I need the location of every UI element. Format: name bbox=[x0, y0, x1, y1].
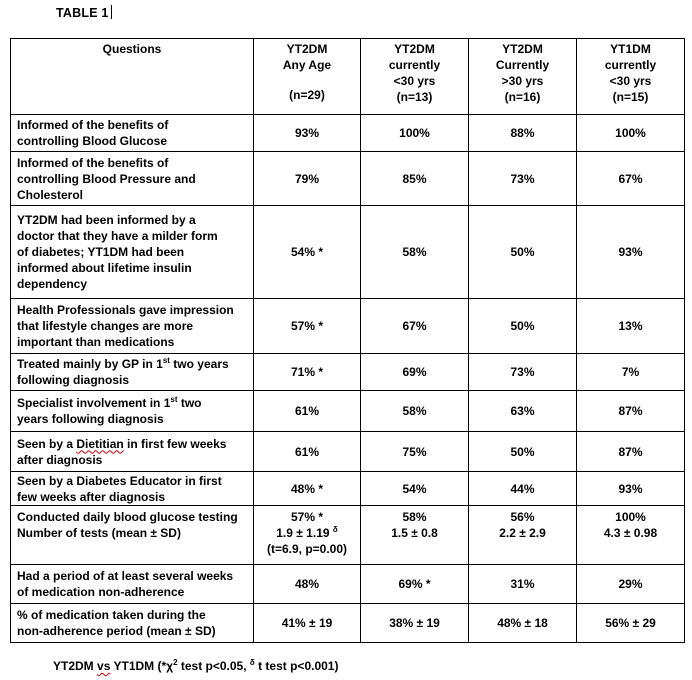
table-row bbox=[11, 472, 685, 506]
question-cell: Informed of the benefits of controlling Blood Glucose bbox=[11, 115, 254, 152]
value-cell: 93% bbox=[577, 206, 685, 299]
question-cell: Seen by a Dietitian in first few weeks after diagnosis bbox=[11, 432, 254, 472]
value-cell: 100% bbox=[577, 115, 685, 152]
value-cell: 54% bbox=[361, 472, 469, 506]
value-cell: 29% bbox=[577, 565, 685, 604]
value-cell: 57% * bbox=[254, 299, 361, 354]
value-cell: 87% bbox=[577, 432, 685, 472]
value-cell: 56% ± 29 bbox=[577, 604, 685, 643]
value-cell: 57% * 1.9 ± 1.19 $^\delta$ (t=6.9, p=0.00) bbox=[254, 506, 361, 565]
question-cell: Seen by a Diabetes Educator in first few weeks after diagnosis bbox=[11, 472, 254, 506]
table-title: TABLE 1 bbox=[56, 5, 112, 20]
value-cell: 88% bbox=[469, 115, 577, 152]
table-footnote: YT2DM vs YT1DM ($*\chi^2$ test p<0.05, $^\delta$ t test p<0.001) bbox=[53, 658, 339, 673]
value-cell: 7% bbox=[577, 354, 685, 391]
table-row bbox=[11, 115, 685, 152]
value-cell: 50% bbox=[469, 206, 577, 299]
header-col-yt2dm-over-30: YT2DM Currently >30 yrs (n=16) bbox=[469, 39, 577, 115]
value-cell: 38% ± 19 bbox=[361, 604, 469, 643]
value-cell: 54% * bbox=[254, 206, 361, 299]
value-cell: 87% bbox=[577, 391, 685, 432]
value-cell: 48% ± 18 bbox=[469, 604, 577, 643]
header-row bbox=[11, 39, 685, 115]
value-cell: 13% bbox=[577, 299, 685, 354]
value-cell: 56% 2.2 ± 2.9 bbox=[469, 506, 577, 565]
header-col-yt2dm-under-30: YT2DM currently <30 yrs (n=13) bbox=[361, 39, 469, 115]
question-cell: YT2DM had been informed by a doctor that they have a milder form of diabetes; YT1DM had been informed about lifetime insulin dependency bbox=[11, 206, 254, 299]
value-cell: 69% bbox=[361, 354, 469, 391]
header-col-yt1dm-under-30: YT1DM currently <30 yrs (n=15) bbox=[577, 39, 685, 115]
value-cell: 93% bbox=[577, 472, 685, 506]
header-col-yt2dm-any-age: YT2DM Any Age (n=29) bbox=[254, 39, 361, 115]
table-row bbox=[11, 604, 685, 643]
value-cell: 85% bbox=[361, 152, 469, 206]
table-row bbox=[11, 391, 685, 432]
value-cell: 44% bbox=[469, 472, 577, 506]
question-cell: Specialist involvement in 1st two years following diagnosis bbox=[11, 391, 254, 432]
spellcheck-underlined-word: vs bbox=[97, 659, 111, 673]
results-table bbox=[10, 38, 685, 643]
value-cell: 48% bbox=[254, 565, 361, 604]
question-cell: Health Professionals gave impression that lifestyle changes are more important than medications bbox=[11, 299, 254, 354]
value-cell: 50% bbox=[469, 299, 577, 354]
value-cell: 31% bbox=[469, 565, 577, 604]
value-cell: 61% bbox=[254, 391, 361, 432]
value-cell: 93% bbox=[254, 115, 361, 152]
value-cell: 75% bbox=[361, 432, 469, 472]
header-questions: Questions bbox=[11, 39, 254, 115]
value-cell: 71% * bbox=[254, 354, 361, 391]
table-row bbox=[11, 152, 685, 206]
value-cell: 63% bbox=[469, 391, 577, 432]
value-cell: 73% bbox=[469, 354, 577, 391]
text-cursor bbox=[111, 5, 112, 19]
value-cell: 41% ± 19 bbox=[254, 604, 361, 643]
table-row bbox=[11, 432, 685, 472]
value-cell: 58% 1.5 ± 0.8 bbox=[361, 506, 469, 565]
question-cell: Treated mainly by GP in 1st two years following diagnosis bbox=[11, 354, 254, 391]
table-row bbox=[11, 506, 685, 565]
value-cell: 58% bbox=[361, 391, 469, 432]
value-cell: 50% bbox=[469, 432, 577, 472]
table-row bbox=[11, 565, 685, 604]
question-cell: Informed of the benefits of controlling Blood Pressure and Cholesterol bbox=[11, 152, 254, 206]
table-row bbox=[11, 354, 685, 391]
value-cell: 79% bbox=[254, 152, 361, 206]
value-cell: 100% 4.3 ± 0.98 bbox=[577, 506, 685, 565]
table-row bbox=[11, 206, 685, 299]
question-cell: % of medication taken during the non-adherence period (mean ± SD) bbox=[11, 604, 254, 643]
value-cell: 58% bbox=[361, 206, 469, 299]
value-cell: 48% * bbox=[254, 472, 361, 506]
question-cell: Conducted daily blood glucose testing Number of tests (mean ± SD) bbox=[11, 506, 254, 565]
value-cell: 67% bbox=[361, 299, 469, 354]
value-cell: 67% bbox=[577, 152, 685, 206]
value-cell: 61% bbox=[254, 432, 361, 472]
value-cell: 100% bbox=[361, 115, 469, 152]
question-cell: Had a period of at least several weeks of medication non-adherence bbox=[11, 565, 254, 604]
table-row bbox=[11, 299, 685, 354]
spellcheck-underlined-word: Dietitian bbox=[76, 436, 124, 451]
value-cell: 69% * bbox=[361, 565, 469, 604]
value-cell: 73% bbox=[469, 152, 577, 206]
